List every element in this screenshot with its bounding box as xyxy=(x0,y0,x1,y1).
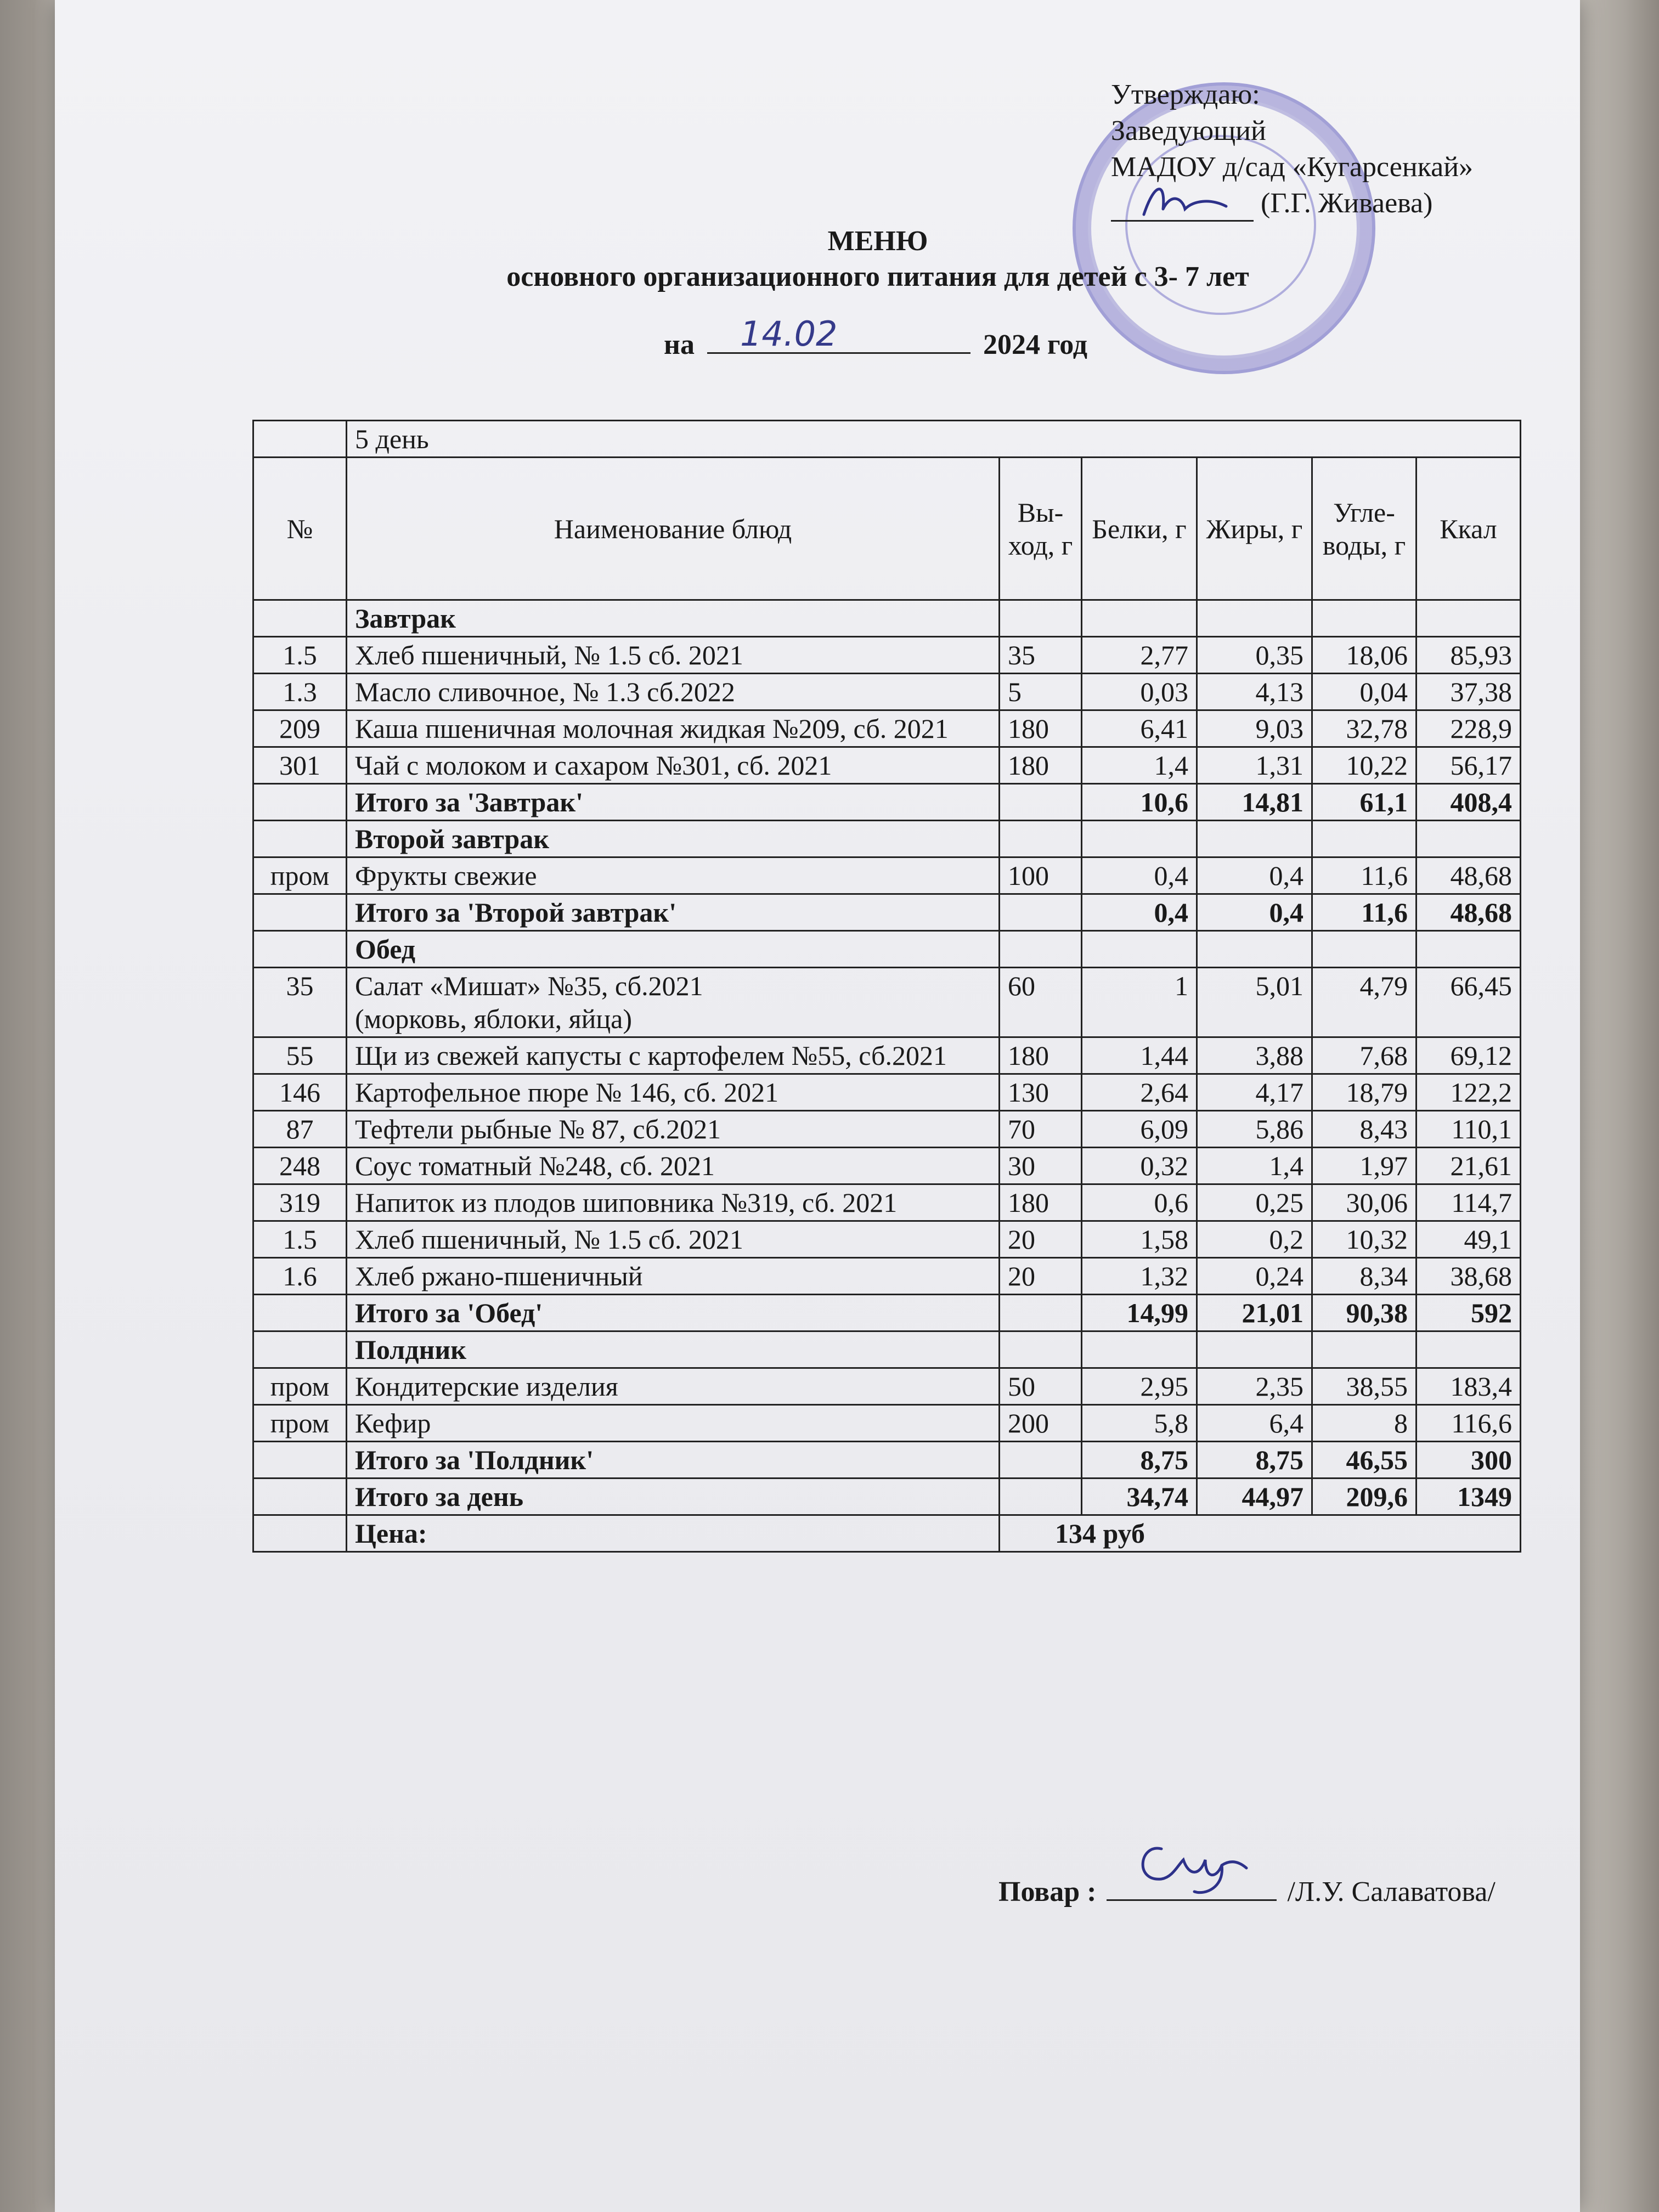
dish-name: Масло сливочное, № 1.3 сб.2022 xyxy=(347,674,1000,710)
dish-kcal: 56,17 xyxy=(1417,747,1521,784)
dish-name: Кефир xyxy=(347,1405,1000,1442)
section-total-fat: 0,4 xyxy=(1197,894,1312,931)
dish-yield: 30 xyxy=(1000,1148,1082,1184)
approval-block xyxy=(1111,77,1473,222)
header-num: № xyxy=(253,458,347,600)
dish-fat: 0,35 xyxy=(1197,637,1312,674)
dish-row xyxy=(253,857,1521,894)
dish-fat: 4,17 xyxy=(1197,1074,1312,1111)
day-row xyxy=(253,421,1521,458)
dish-num: 1.5 xyxy=(253,637,347,674)
dish-name: Салат «Мишат» №35, сб.2021 (морковь, яблоки, яйца) xyxy=(347,968,1000,1037)
dish-yield: 180 xyxy=(1000,1184,1082,1221)
dish-fat: 6,4 xyxy=(1197,1405,1312,1442)
approval-line-4 xyxy=(1111,185,1473,222)
dish-protein: 0,32 xyxy=(1082,1148,1197,1184)
dish-protein: 2,95 xyxy=(1082,1368,1197,1405)
date-suffix: 2024 год xyxy=(983,329,1088,360)
dish-protein: 1 xyxy=(1082,968,1197,1037)
approval-line-1: Утверждаю: xyxy=(1111,79,1260,110)
dish-kcal: 49,1 xyxy=(1417,1221,1521,1258)
dish-kcal: 116,6 xyxy=(1417,1405,1521,1442)
dish-carbs: 0,04 xyxy=(1312,674,1417,710)
approval-line-3: МАДОУ д/сад «Кугарсенкай» xyxy=(1111,151,1474,183)
section-total-protein: 14,99 xyxy=(1082,1295,1197,1331)
header-protein: Белки, г xyxy=(1082,458,1197,600)
dish-name: Напиток из плодов шиповника №319, сб. 2021 xyxy=(347,1184,1000,1221)
dish-protein: 0,03 xyxy=(1082,674,1197,710)
dish-kcal: 183,4 xyxy=(1417,1368,1521,1405)
section-total-label: Итого за 'Обед' xyxy=(347,1295,1000,1331)
dish-kcal: 48,68 xyxy=(1417,857,1521,894)
dish-row xyxy=(253,1037,1521,1074)
dish-num: пром xyxy=(253,857,347,894)
section-header-row xyxy=(253,1331,1521,1368)
dish-kcal: 69,12 xyxy=(1417,1037,1521,1074)
section-total-label: Итого за 'Завтрак' xyxy=(347,784,1000,821)
header-yield: Вы-ход, г xyxy=(1000,458,1082,600)
dish-protein: 2,64 xyxy=(1082,1074,1197,1111)
header-row xyxy=(253,458,1521,600)
section-header-row xyxy=(253,931,1521,968)
section-title: Завтрак xyxy=(347,600,1000,637)
dish-fat: 2,35 xyxy=(1197,1368,1312,1405)
dish-fat: 0,25 xyxy=(1197,1184,1312,1221)
dish-protein: 1,4 xyxy=(1082,747,1197,784)
dish-num: пром xyxy=(253,1368,347,1405)
section-total-fat: 8,75 xyxy=(1197,1442,1312,1479)
dish-row xyxy=(253,1074,1521,1111)
dish-num: 209 xyxy=(253,710,347,747)
dish-carbs: 18,06 xyxy=(1312,637,1417,674)
section-total-carbs: 46,55 xyxy=(1312,1442,1417,1479)
dish-row xyxy=(253,1221,1521,1258)
dish-yield: 100 xyxy=(1000,857,1082,894)
dish-carbs: 8,34 xyxy=(1312,1258,1417,1295)
section-total-row xyxy=(253,784,1521,821)
price-row xyxy=(253,1515,1521,1552)
dish-num: 87 xyxy=(253,1111,347,1148)
dish-name: Картофельное пюре № 146, сб. 2021 xyxy=(347,1074,1000,1111)
day-total-carbs: 209,6 xyxy=(1312,1479,1417,1515)
dish-num: 146 xyxy=(253,1074,347,1111)
section-total-kcal: 408,4 xyxy=(1417,784,1521,821)
dish-name: Щи из свежей капусты с картофелем №55, сб.2021 xyxy=(347,1037,1000,1074)
dish-carbs: 7,68 xyxy=(1312,1037,1417,1074)
dish-row xyxy=(253,1111,1521,1148)
section-total-fat: 14,81 xyxy=(1197,784,1312,821)
dish-fat: 3,88 xyxy=(1197,1037,1312,1074)
dish-name: Хлеб пшеничный, № 1.5 сб. 2021 xyxy=(347,1221,1000,1258)
section-header-row xyxy=(253,821,1521,857)
menu-title: МЕНЮ xyxy=(827,225,928,257)
dish-kcal: 38,68 xyxy=(1417,1258,1521,1295)
dish-carbs: 32,78 xyxy=(1312,710,1417,747)
dish-name: Хлеб пшеничный, № 1.5 сб. 2021 xyxy=(347,637,1000,674)
dish-yield: 180 xyxy=(1000,710,1082,747)
dish-kcal: 85,93 xyxy=(1417,637,1521,674)
dish-carbs: 10,22 xyxy=(1312,747,1417,784)
dish-row xyxy=(253,1258,1521,1295)
dish-num: пром xyxy=(253,1405,347,1442)
dish-row xyxy=(253,1368,1521,1405)
director-name: (Г.Г. Живаева) xyxy=(1261,188,1433,219)
header-name: Наименование блюд xyxy=(347,458,1000,600)
dish-carbs: 8,43 xyxy=(1312,1111,1417,1148)
date-blank xyxy=(707,314,970,354)
section-total-protein: 0,4 xyxy=(1082,894,1197,931)
dish-fat: 0,4 xyxy=(1197,857,1312,894)
price-value: 134 руб xyxy=(1000,1515,1521,1552)
dish-protein: 5,8 xyxy=(1082,1405,1197,1442)
header-kcal: Ккал xyxy=(1417,458,1521,600)
dish-row xyxy=(253,1405,1521,1442)
date-line xyxy=(664,314,1088,361)
section-total-protein: 8,75 xyxy=(1082,1442,1197,1479)
dish-num: 35 xyxy=(253,968,347,1037)
dish-fat: 0,24 xyxy=(1197,1258,1312,1295)
dish-row xyxy=(253,1184,1521,1221)
section-total-fat: 21,01 xyxy=(1197,1295,1312,1331)
dish-yield: 60 xyxy=(1000,968,1082,1037)
dish-fat: 1,31 xyxy=(1197,747,1312,784)
section-total-label: Итого за 'Второй завтрак' xyxy=(347,894,1000,931)
section-title: Второй завтрак xyxy=(347,821,1000,857)
menu-table xyxy=(252,420,1521,1553)
handwritten-date: 14.02 xyxy=(740,314,838,354)
dish-row xyxy=(253,674,1521,710)
dish-num: 55 xyxy=(253,1037,347,1074)
dish-row xyxy=(253,968,1521,1037)
approval-signature-line xyxy=(1111,193,1254,222)
section-total-row xyxy=(253,1442,1521,1479)
dish-carbs: 4,79 xyxy=(1312,968,1417,1037)
dish-yield: 50 xyxy=(1000,1368,1082,1405)
dish-carbs: 38,55 xyxy=(1312,1368,1417,1405)
menu-subtitle: основного организационного питания для детей с 3- 7 лет xyxy=(506,261,1249,292)
dish-carbs: 11,6 xyxy=(1312,857,1417,894)
dish-kcal: 37,38 xyxy=(1417,674,1521,710)
dish-yield: 5 xyxy=(1000,674,1082,710)
section-total-carbs: 90,38 xyxy=(1312,1295,1417,1331)
dish-num: 1.6 xyxy=(253,1258,347,1295)
dish-kcal: 21,61 xyxy=(1417,1148,1521,1184)
dish-row xyxy=(253,637,1521,674)
dish-kcal: 228,9 xyxy=(1417,710,1521,747)
approval-line-2: Заведующий xyxy=(1111,115,1266,146)
dish-name: Кондитерские изделия xyxy=(347,1368,1000,1405)
dish-protein: 0,6 xyxy=(1082,1184,1197,1221)
dish-yield: 180 xyxy=(1000,747,1082,784)
dish-protein: 2,77 xyxy=(1082,637,1197,674)
dish-yield: 20 xyxy=(1000,1258,1082,1295)
day-label: 5 день xyxy=(347,421,1521,458)
dish-row xyxy=(253,1148,1521,1184)
dish-yield: 130 xyxy=(1000,1074,1082,1111)
section-title: Обед xyxy=(347,931,1000,968)
dish-kcal: 114,7 xyxy=(1417,1184,1521,1221)
dish-kcal: 122,2 xyxy=(1417,1074,1521,1111)
dish-num: 1.3 xyxy=(253,674,347,710)
dish-num: 248 xyxy=(253,1148,347,1184)
day-total-label: Итого за день xyxy=(347,1479,1000,1515)
dish-row xyxy=(253,747,1521,784)
dish-protein: 6,09 xyxy=(1082,1111,1197,1148)
dish-carbs: 30,06 xyxy=(1312,1184,1417,1221)
day-total-kcal: 1349 xyxy=(1417,1479,1521,1515)
dish-kcal: 66,45 xyxy=(1417,968,1521,1037)
cook-line xyxy=(998,1871,1496,1908)
section-total-protein: 10,6 xyxy=(1082,784,1197,821)
dish-num: 1.5 xyxy=(253,1221,347,1258)
dish-num: 301 xyxy=(253,747,347,784)
dish-yield: 20 xyxy=(1000,1221,1082,1258)
header-carbs: Угле-воды, г xyxy=(1312,458,1417,600)
price-label: Цена: xyxy=(347,1515,1000,1552)
day-total-row xyxy=(253,1479,1521,1515)
dish-yield: 180 xyxy=(1000,1037,1082,1074)
section-header-row xyxy=(253,600,1521,637)
dish-protein: 1,32 xyxy=(1082,1258,1197,1295)
day-total-protein: 34,74 xyxy=(1082,1479,1197,1515)
dish-fat: 9,03 xyxy=(1197,710,1312,747)
cook-name: /Л.У. Салаватова/ xyxy=(1287,1876,1496,1908)
dish-name: Соус томатный №248, сб. 2021 xyxy=(347,1148,1000,1184)
dish-name: Фрукты свежие xyxy=(347,857,1000,894)
dish-row xyxy=(253,710,1521,747)
day-total-fat: 44,97 xyxy=(1197,1479,1312,1515)
dish-fat: 4,13 xyxy=(1197,674,1312,710)
section-total-kcal: 48,68 xyxy=(1417,894,1521,931)
dish-carbs: 1,97 xyxy=(1312,1148,1417,1184)
dish-yield: 70 xyxy=(1000,1111,1082,1148)
section-total-row xyxy=(253,1295,1521,1331)
dish-carbs: 18,79 xyxy=(1312,1074,1417,1111)
dish-fat: 5,86 xyxy=(1197,1111,1312,1148)
cook-label: Повар : xyxy=(998,1876,1097,1908)
dish-fat: 1,4 xyxy=(1197,1148,1312,1184)
dish-name: Хлеб ржано-пшеничный xyxy=(347,1258,1000,1295)
dish-yield: 35 xyxy=(1000,637,1082,674)
section-total-kcal: 592 xyxy=(1417,1295,1521,1331)
dish-kcal: 110,1 xyxy=(1417,1111,1521,1148)
dish-name: Каша пшеничная молочная жидкая №209, сб. 2021 xyxy=(347,710,1000,747)
section-total-kcal: 300 xyxy=(1417,1442,1521,1479)
dish-protein: 1,44 xyxy=(1082,1037,1197,1074)
section-total-row xyxy=(253,894,1521,931)
dish-fat: 0,2 xyxy=(1197,1221,1312,1258)
dish-carbs: 8 xyxy=(1312,1405,1417,1442)
dish-fat: 5,01 xyxy=(1197,968,1312,1037)
dish-protein: 6,41 xyxy=(1082,710,1197,747)
section-total-carbs: 11,6 xyxy=(1312,894,1417,931)
date-prefix: на xyxy=(664,329,695,360)
dish-protein: 1,58 xyxy=(1082,1221,1197,1258)
dish-yield: 200 xyxy=(1000,1405,1082,1442)
dish-name: Тефтели рыбные № 87, сб.2021 xyxy=(347,1111,1000,1148)
dish-num: 319 xyxy=(253,1184,347,1221)
section-total-carbs: 61,1 xyxy=(1312,784,1417,821)
dish-name: Чай с молоком и сахаром №301, сб. 2021 xyxy=(347,747,1000,784)
dish-carbs: 10,32 xyxy=(1312,1221,1417,1258)
header-fat: Жиры, г xyxy=(1197,458,1312,600)
cook-signature-line xyxy=(1107,1871,1277,1901)
section-total-label: Итого за 'Полдник' xyxy=(347,1442,1000,1479)
section-title: Полдник xyxy=(347,1331,1000,1368)
dish-protein: 0,4 xyxy=(1082,857,1197,894)
